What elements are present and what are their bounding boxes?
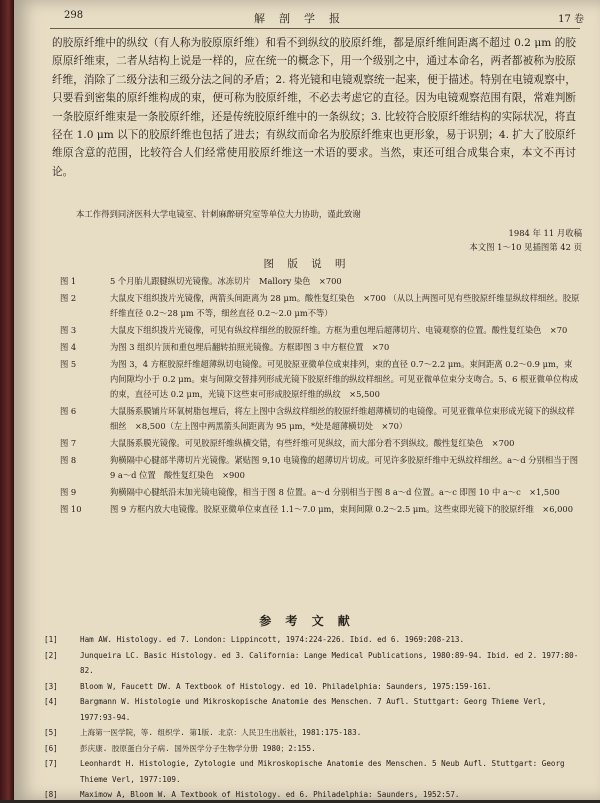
reference-number: [2] [44, 650, 58, 660]
figure-label: 图 4 [60, 342, 77, 352]
reference-text: Maximow A, Bloom W. A Textbook of Histology. ed 6. Philadelphia: Saunders, 1952:57. [80, 790, 460, 799]
reference-number: [5] [44, 728, 58, 737]
figure-caption-text: 为图 3 组织片顶和重包埋后翻转拍照光镜像。方框即图 3 中方框位置 ×70 [110, 342, 390, 352]
figure-caption-text: 大鼠皮下组织拨片光镜像，两箭头间距离为 28 μm。酸性复红染色 ×700 （从以上两图可见有些胶原纤维显纵纹样细丝。胶原纤维直径 0.2～28 μm 不等，细丝直径 0.2～2.0 μm不等） [110, 293, 580, 318]
received-date: 1984 年 11 月收稿 [508, 228, 582, 238]
reference-item [44, 725, 580, 741]
reference-number: [3] [44, 681, 58, 691]
figure-caption [60, 291, 580, 321]
reference-item [44, 741, 580, 757]
received-info [469, 226, 582, 254]
reference-number: [7] [44, 759, 58, 768]
figure-captions-list [60, 274, 580, 519]
references-list [44, 632, 580, 803]
figure-label: 图 6 [60, 406, 77, 416]
figure-caption-text: 大鼠皮下组织拨片光镜像，可见有纵纹样细丝的胶原纤维。方框为重包埋后超薄切片、电镜观察的位置。酸性复红染色 ×70 [110, 325, 568, 335]
figure-caption-text: 狗横隔中心腱部半薄切片光镜像。紧贴图 9,10 电镜像的超薄切片切成。可见许多胶原纤维中无纵纹样细丝。a～d 分别相当于图 9 a～d 位置 酸性复红染色 ×900 [110, 455, 579, 480]
running-header [64, 10, 594, 26]
figure-caption-text: 大鼠肠系膜光镜像。可见胶原纤维纵横交错，有些纤维可见纵纹，而大部分看不到纵纹。酸性复红染色 ×700 [110, 438, 515, 448]
figure-caption-text: 狗横隔中心腱纸沿末加光镜电镜像，相当于图 8 位置。a～d 分别相当于图 8 a～d 位置。a～c 即图 10 中 a～c ×1,500 [110, 487, 560, 497]
figure-caption [60, 485, 580, 500]
figure-caption [60, 323, 580, 338]
reference-number: [6] [44, 743, 58, 753]
figure-label: 图 3 [60, 325, 77, 335]
page-number: 298 [64, 10, 84, 21]
reference-item [44, 648, 580, 679]
reference-number: [4] [44, 697, 58, 706]
figure-label: 图 5 [60, 359, 77, 369]
reference-item [44, 756, 580, 787]
figure-caption [60, 453, 580, 483]
figures-section-title: 图 版 说 明 [263, 258, 351, 270]
reference-text: Bloom W, Faucett DW. A Textbook of Histology. ed 10. Philadelphia: Saunders, 1975:159-161. [80, 681, 492, 691]
figure-caption [60, 274, 580, 289]
acknowledgement: 本工作得到同济医科大学电镜室、针刺麻醉研究室等单位大力协助，谨此致谢 [76, 209, 361, 219]
reference-item [44, 694, 580, 725]
figure-caption [60, 340, 580, 355]
reference-number: [1] [44, 635, 58, 644]
figure-caption [60, 404, 580, 434]
page-scan [14, 0, 600, 800]
volume-number: 17 卷 [558, 14, 584, 25]
figure-caption-text: 为图 3，4 方框胶原纤维超薄纵切电镜像。可见胶原亚微单位成束排列，束的直径 0.7～2.2 μm。束间距离 0.2～0.9 μm，束内间隙均小于 0.2 μm。束与间隙交替排列形成光镜下胶原纤维的纵纹样细丝。可见亚微单位束分支吻合。5、6 根亚微单位构成的束，直径可达 0.2 μm，光镜下这些束可形成胶原纤维的纵纹 ×5,500 [110, 359, 579, 399]
reference-text: Bargmann W. Histologie und Mikroskopische Anatomie des Menschen. 7 Aufl. Stuttgart: Georg Thieme Verl, 1977:93-94. [80, 697, 547, 722]
figure-caption [60, 436, 580, 451]
figure-caption-text: 图 9 方框内放大电镜像。胶原亚微单位束直径 1.1～7.0 μm，束间间隙 0.2～2.5 μm。这些束即光镜下的胶原纤维 ×6,000 [110, 504, 573, 514]
references-section-title: 参 考 文 献 [259, 614, 355, 628]
figure-label: 图 7 [60, 438, 77, 448]
figure-caption [60, 357, 580, 402]
figure-label: 图 8 [60, 455, 77, 465]
reference-item [44, 787, 580, 803]
reference-text: Junqueira LC. Basic Histology. ed 3. California: Lange Medical Publications, 1980:89-94. Ibid. ed 2. 1977:80-82. [80, 650, 579, 675]
figure-caption-text: 5 个月胎儿跟腱纵切光镜像。冰冻切片 Mallory 染色 ×700 [110, 276, 342, 286]
body-paragraph: 的胶原纤维中的纵纹（有人称为胶原原纤维）和看不到纵纹的胶原纤维，都是原纤维间距离不超过 0.2 μm 的胶原原纤维束，二者从结构上说是一样的，应在统一的概念下，用一个级别之中，通过本命名，两者都被称为胶原纤维，消除了二级分法和三级分法之间的矛盾；2. 将光镜和电镜观察统一起来，便于描述。特别在电镜观察中，只要看到密集的原纤维构成的束，便可称为胶原纤维，不必去考虑它的直径。因为电镜观察范围有限，常难判断一条胶原纤维束是一条胶原纤维，还是传统胶原纤维中的一条纵纹；3. 比较符合胶原纤维结构的实际状况，将直径在 1.0 μm 以下的胶原纤维也包括了进去；有纵纹而命名为胶原纤维束也更形象，易于识别；4. 扩大了胶原纤维原含意的范围，比较符合人们经常使用胶原纤维这一术语的要求。当然，束还可组合成集合束，本文不再讨论。 [52, 37, 576, 178]
reference-item [44, 632, 580, 648]
journal-name: 解剖学报 [254, 12, 354, 25]
figure-label: 图 10 [60, 504, 82, 514]
reference-text: Ham AW. Histology. ed 7. London: Lippincott, 1974:224-226. Ibid. ed 6. 1969:208-213. [80, 635, 465, 644]
figure-label: 图 1 [60, 276, 77, 286]
reference-text: 彭庆康. 胶原蛋白分子病. 国外医学分子生物学分册 1980；2:155. [80, 743, 316, 753]
reference-text: 上海第一医学院，等. 组织学. 第1版. 北京：人民卫生出版社，1981:175-183. [80, 728, 362, 737]
book-binding [0, 0, 14, 800]
reference-item [44, 679, 580, 695]
reference-text: Leonhardt H. Histologie, Zytologie und Mikroskopische Anatomie des Menschen. 5 Neub Aufl. Stuttgart: Georg Thieme Verl, 1977:109. [80, 759, 565, 784]
figure-label: 图 2 [60, 293, 77, 303]
reference-number: [8] [44, 790, 58, 799]
figure-caption [60, 502, 580, 517]
figure-plate-note: 本文图 1～10 见插图第 42 页 [469, 242, 582, 252]
header-rule [50, 28, 580, 29]
figure-caption-text: 大鼠肠系膜铺片环氧树脂包埋后，将左上图中含纵纹样细丝的胶原纤维超薄横切的电镜像。可见亚微单位束形成光镜下的纵纹样细丝 ×8,500（左上图中两黑箭头间距离为 95 μm，*处是超薄横切处 ×70） [110, 406, 575, 431]
figure-label: 图 9 [60, 487, 77, 497]
